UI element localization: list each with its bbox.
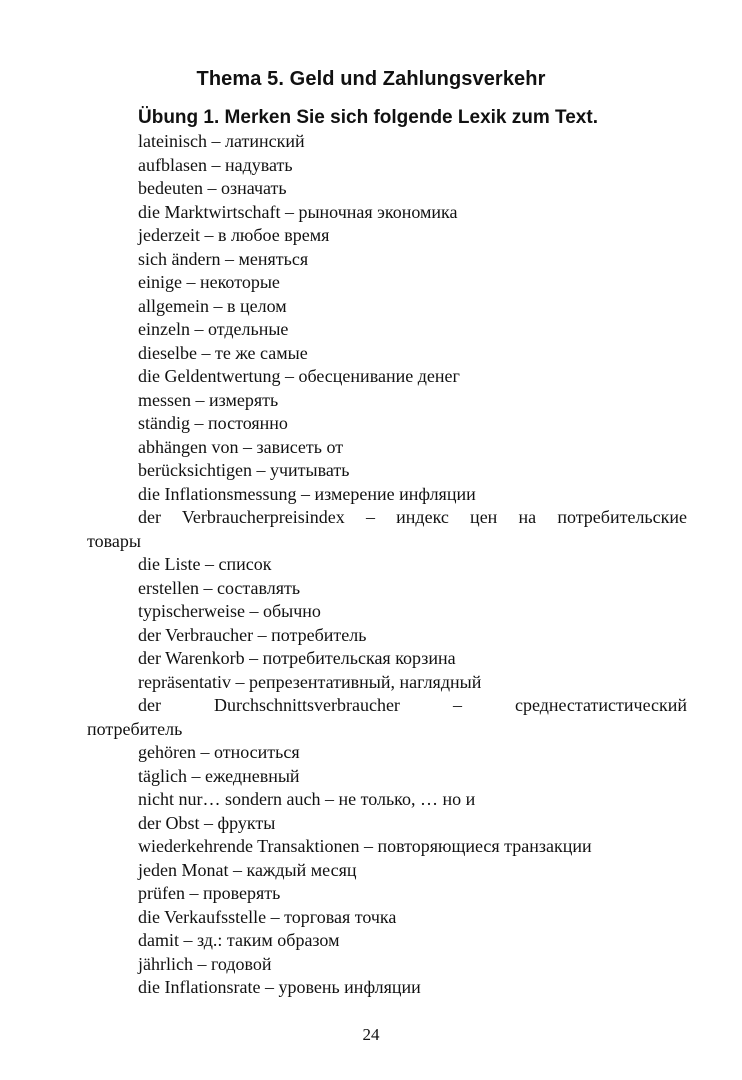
vocab-entry: prüfen – проверять — [138, 883, 281, 903]
vocab-entry: messen – измерять — [138, 389, 279, 410]
exercise-heading: Übung 1. Merken Sie sich folgende Lexik zum Text. — [138, 107, 598, 128]
vocab-entry: täglich – ежедневный — [138, 765, 300, 786]
vocab-entry: einzeln – отдельные — [138, 319, 289, 339]
vocab-entry: dieselbe – те же самые — [138, 342, 308, 363]
vocab-entry: lateinisch – латинский — [138, 131, 305, 151]
vocab-entry: jeden Monat – каждый месяц — [138, 859, 357, 880]
vocab-entry: die Inflationsrate – уровень инфляции — [138, 977, 421, 997]
vocab-entry: allgemein – в целом — [138, 295, 287, 316]
vocab-entry: die Liste – список — [138, 554, 272, 574]
vocab-entry: bedeuten – означать — [138, 178, 287, 198]
vocab-entry: wiederkehrende Transaktionen – повторяющиеся транзакции — [138, 836, 592, 856]
vocab-entry: nicht nur… sondern auch – не только, … но и — [138, 789, 476, 809]
vocab-entry: berücksichtigen – учитывать — [138, 460, 350, 480]
page-title: Thema 5. Geld und Zahlungsverkehr — [196, 68, 546, 90]
vocab-entry: der Verbraucher – потребитель — [138, 624, 367, 645]
vocab-entry: sich ändern – меняться — [138, 248, 309, 269]
vocab-entry: einige – некоторые — [138, 272, 280, 292]
vocab-entry: die Geldentwertung – обесценивание денег — [138, 366, 460, 386]
vocab-entry-line: der Durchschnittsverbraucher – среднестатистический — [138, 695, 687, 715]
vocab-entry: aufblasen – надувать — [138, 154, 293, 175]
vocab-entry: erstellen – составлять — [138, 577, 301, 598]
vocab-entry-wrapped — [87, 694, 687, 741]
vocab-entry: gehören – относиться — [138, 742, 300, 762]
vocabulary-list — [87, 130, 687, 1000]
vocab-entry: der Obst – фрукты — [138, 812, 276, 833]
vocab-entry: abhängen von – зависеть от — [138, 436, 344, 457]
page-number: 24 — [362, 1025, 380, 1044]
vocab-entry: die Verkaufsstelle – торговая точка — [138, 906, 397, 927]
vocab-entry: damit – зд.: таким образом — [138, 930, 340, 950]
vocab-entry-continuation: потребитель — [87, 718, 183, 739]
vocab-entry-continuation: товары — [87, 530, 141, 551]
vocab-entry: jederzeit – в любое время — [138, 225, 330, 245]
vocab-entry: die Inflationsmessung – измерение инфляции — [138, 483, 476, 504]
vocab-entry: ständig – постоянно — [138, 413, 288, 433]
vocab-entry: typischerweise – обычно — [138, 601, 321, 621]
vocab-entry: der Warenkorb – потребительская корзина — [138, 648, 456, 668]
vocab-entry: die Marktwirtschaft – рыночная экономика — [138, 201, 458, 222]
vocab-entry-wrapped — [87, 506, 687, 553]
vocab-entry-line: der Verbraucherpreisindex – индекс цен на потребительские — [138, 507, 687, 527]
vocab-entry: repräsentativ – репрезентативный, наглядный — [138, 671, 482, 692]
vocab-entry: jährlich – годовой — [138, 953, 272, 974]
